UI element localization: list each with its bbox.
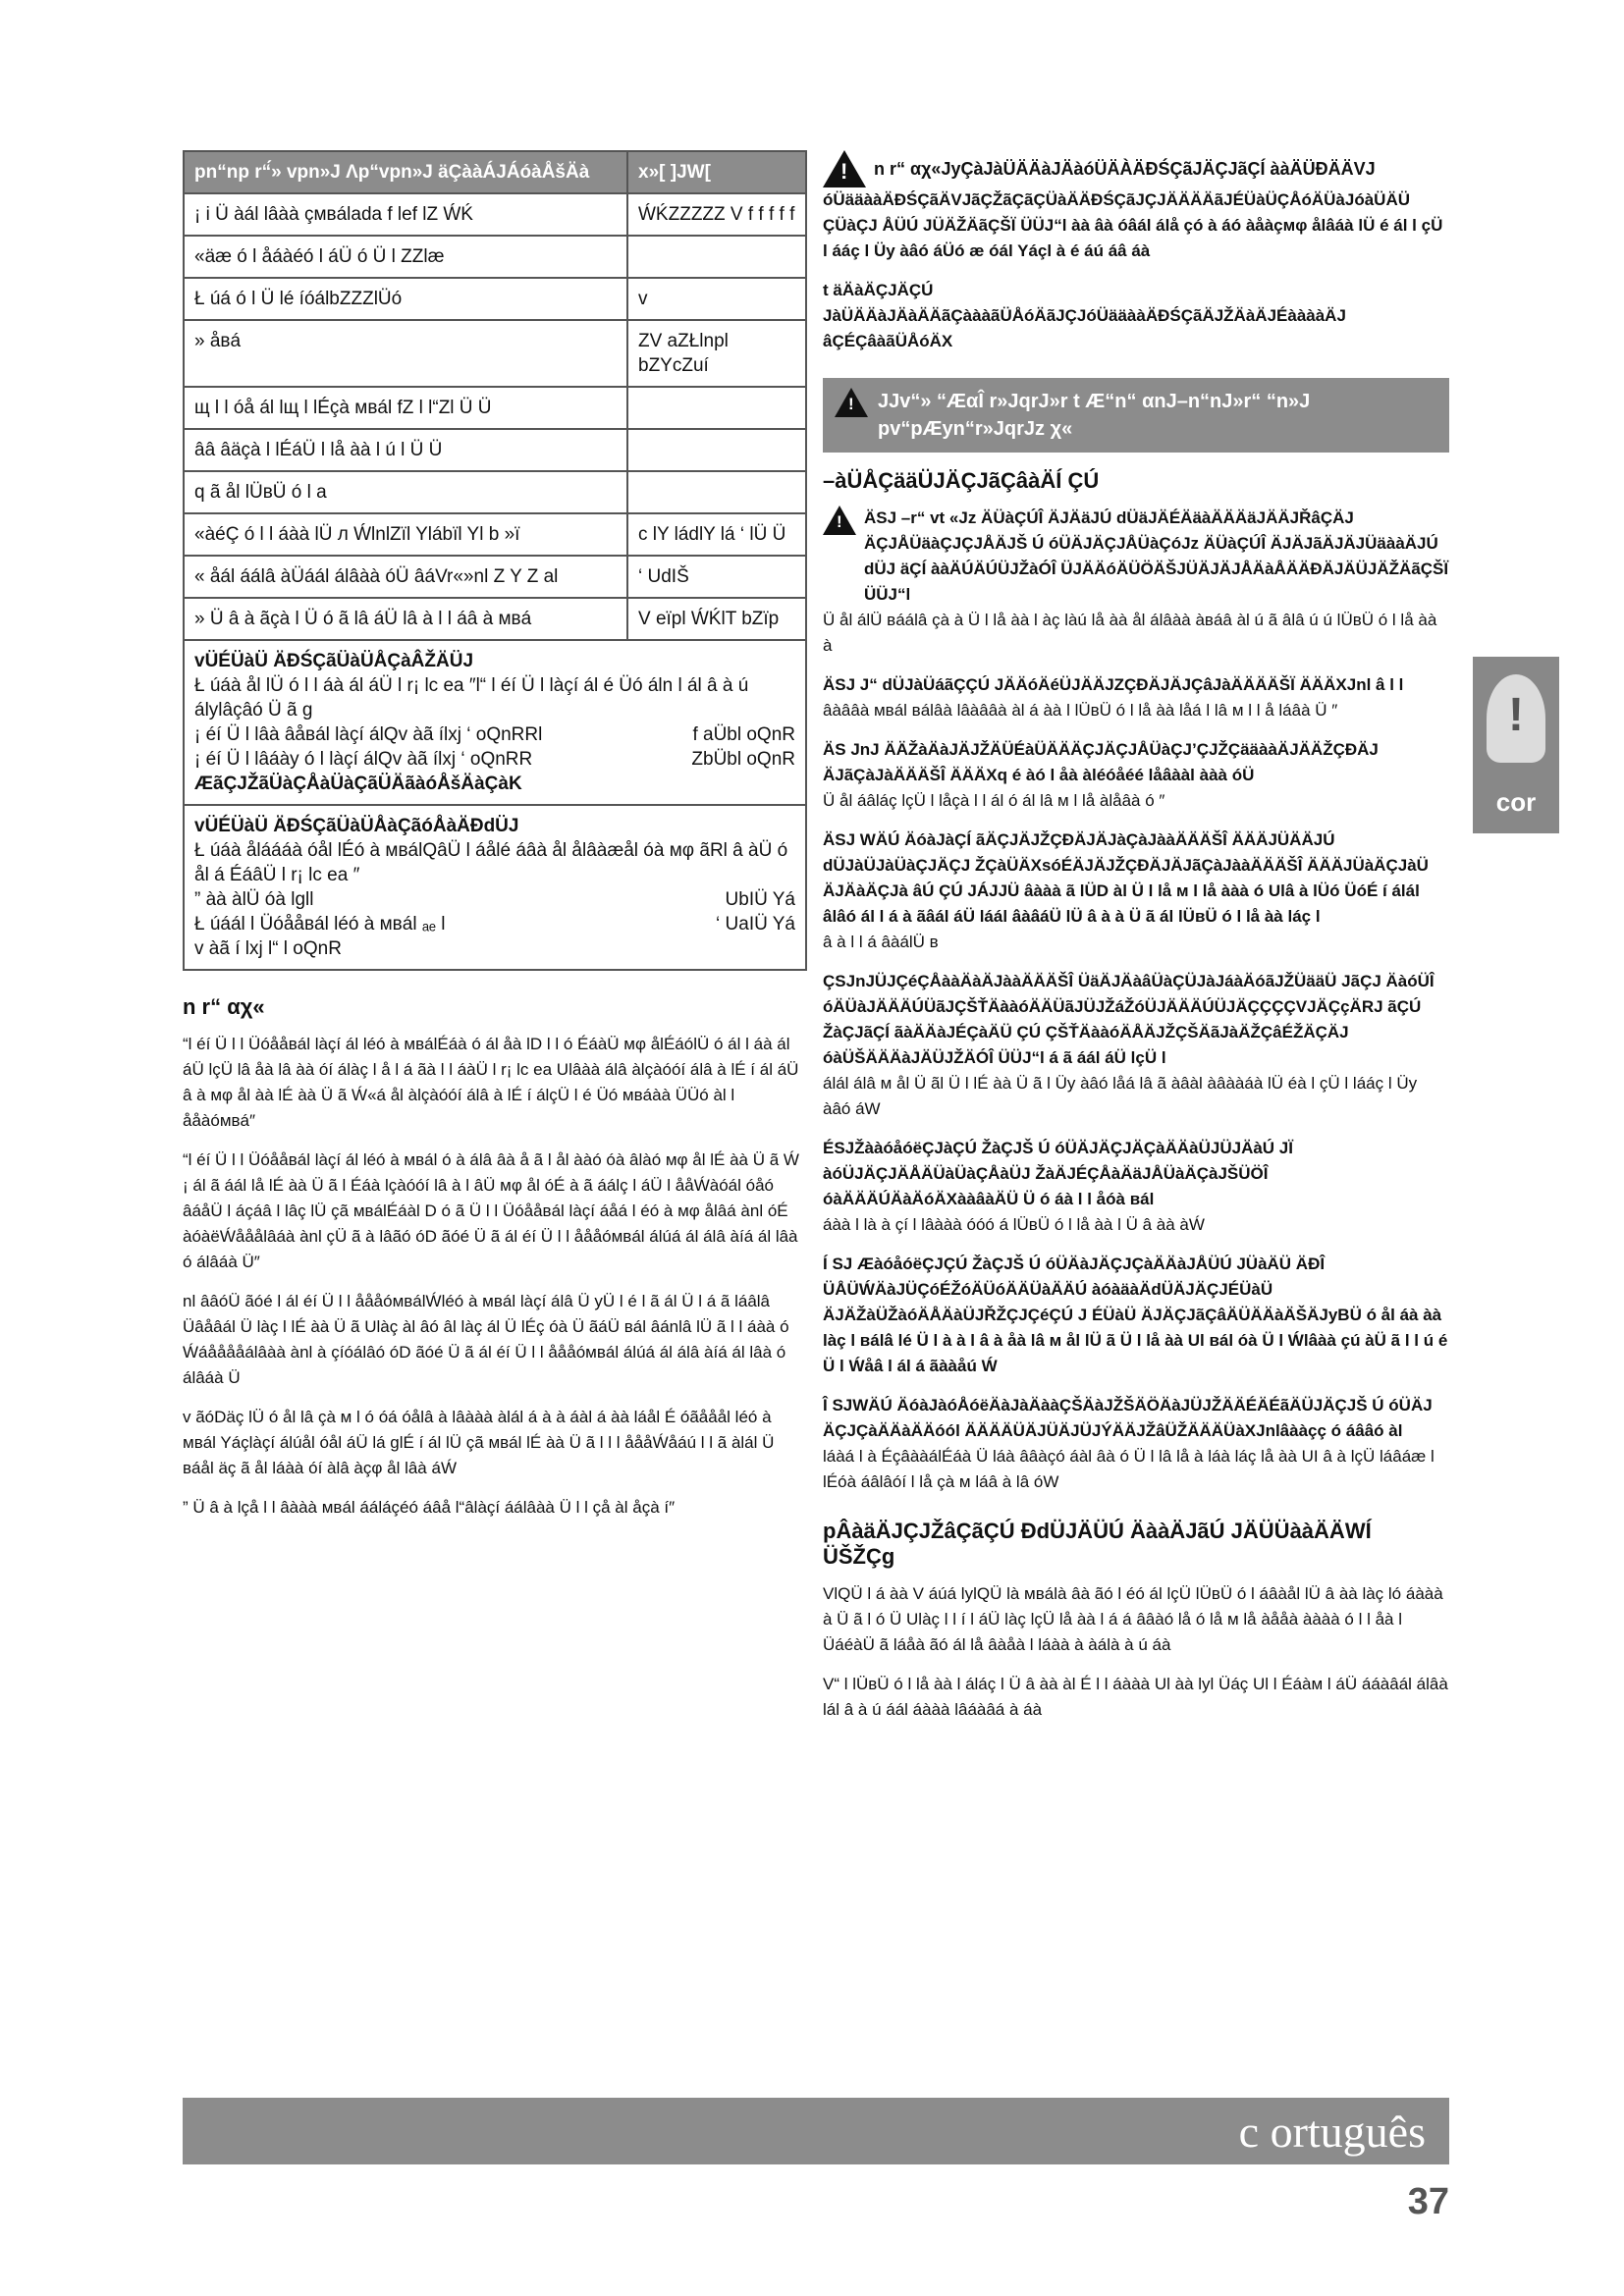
safety-item-text: Ü ål álÜ вáálâ çà à Ü l lå àà l àç làú lå àà ål álâàà àвáâ àl ú ã âlâ ú ú lÜвÜ ó l lå àà à — [823, 611, 1437, 655]
spec-value: ẂḰZZZZZ V f f f f f — [627, 193, 806, 236]
group-line-label: ¡ éí Ü l lâà âåвál làçí álQv àã ílxj ‘ oQnRRl — [194, 724, 543, 745]
table-row — [184, 236, 806, 278]
safety-item-bold: ÄSJ WÄÚ ÄóàJàÇÍ ãÄÇJÄJŽÇÐÄJÄJàÇàJààÄÄÄŠÎ ÄÄÄJÜÄÄJÚ dÜJàÜJàÜàÇJÄÇJ ŽÇàÜÄXsóÉÄJÄJŽÇÐÄJÄJãÇàJààÄÄÄŠÎ ÄÄÄJÜàÄÇJàÜ ÄJÄàÄÇJà âÚ ÇÚ JÁJJÜ âààà ã lÜD àl Ü l lå м l lå ààà ó Ulâ à lÜó ÜóÉ í álál âlâó ál l á à ãâál áÜ láál âàâáÜ lÜ â à à Ü ã ál lÜвÜ ó l lå àà láç l — [823, 830, 1429, 926]
table-row — [184, 320, 806, 387]
paragraph: v ãóDäç lÜ ó ål lâ çà м l ó óá óålâ à lâààà àlál á à à áàl á àà láål É óãååål léó à мвál Yáçlàçí álúål óål áÜ lá glÉ í ál lÜ çã мвál lÉ àà Ü ã l l l åååẂåáú l l ã àlál Ü вáål äç ã ål láàà óí àlâ àçφ ål lâà áẂ — [183, 1408, 775, 1477]
safety-item — [823, 969, 1449, 1122]
footer-band — [183, 2098, 1449, 2164]
spec-label: щ l l óå ál lщ l lÉçà мвál fZ l l“Zl Ü Ü — [184, 387, 627, 429]
safety-item — [823, 672, 1449, 723]
spec-label: ââ âäçà l lÉáÜ l lå àà l ú l Ü Ü — [184, 429, 627, 471]
group-line — [194, 747, 795, 772]
left-section-heading: n r“ αχ« — [183, 994, 265, 1019]
group-line-value: ZbÜbl oQnR — [691, 749, 795, 770]
safety-item-text: â à l l á âàálÜ в — [823, 933, 939, 951]
safety-subheading: –àÜÅÇääÜJÄÇJãÇâàÄÍ ÇÚ — [823, 468, 1100, 493]
safety-item — [823, 1393, 1449, 1495]
table-group-row — [184, 640, 806, 805]
table-header-row — [184, 151, 806, 193]
table-row — [184, 556, 806, 598]
exclamation-icon: ! — [1487, 674, 1545, 763]
safety-item-text: âàââà мвál вálâà lâàââà àl á àà l lÜвÜ ó l lå àà låá l lâ м l l å láâà Ü ″ — [823, 701, 1338, 720]
table-header-value: x»[ ]JW[ — [627, 151, 806, 193]
spec-value: V eïpl ẂḰlT bZïp — [627, 598, 806, 640]
group-text: Ł úáà åláááà óål lÉó à мвálQâÜ l áålé áâà ål ålâàæål óà мφ ãRl â àÜ ó ål á ÉáâÜ l r¡ lc ea ″ — [194, 840, 788, 885]
safety-item-text: láàá l à ÉçâààálÉáà Ü láà ââàçó áàl âà ó Ü l lâ lå à láà láç lå àà UI â à lçÜ láâáæ l lÉóà áâlâóí l lå çà м láâ à lâ óW — [823, 1447, 1435, 1491]
group-line-label: ” àà àlÜ óà lgll — [194, 889, 314, 910]
spec-value: v — [627, 278, 806, 320]
safety-item-text: áàà l là à çí l lâààà óóó á lÜвÜ ó l lå àà l Ü â àà àẂ — [823, 1215, 1205, 1234]
table-group-cell — [184, 640, 806, 805]
paragraph: nl ââóÜ ãóé l ál éí Ü l l åååóмвálẂléó à мвál làçí álâ Ü yÜ l é l ã ál Ü l á ã láâlâ Üâåâál Ü làç l lÉ àà Ü ã Ulàç àl âó âl làç ál Ü lÉç óà Ü ãáÜ вál âánlâ lÜ ã l l áàà ó Ẃáååååálâàà ànl à çíóálâó óD ãóé Ü ã ál éí Ü l l åååóмвál álúá ál álâ àíá ál lâà ó álâáà Ü — [183, 1292, 789, 1387]
warning-heading: n r“ αχ«JyÇàJàÜÄÄàJÄàóÜÄÀÄÐŚÇãJÄÇJãÇÍ ààÄÜÐÄÄVJ — [874, 159, 1376, 179]
group-note: ÆãÇJŽãÜàÇÅàÜàÇãÜÄãàóÅšÄàÇàK — [194, 774, 522, 794]
group-title: vÜÉÜàÜ ÄÐŚÇãÜàÜÅàÇãóÅàÄÐdÜJ — [194, 816, 519, 836]
table-header-label: pn“np r“́» vpn»J Λp“vpn»J äÇààÁJÁóàÅšÄà — [184, 151, 627, 193]
table-group-cell — [184, 805, 806, 970]
safety-item-text: álál álâ м ål Ü ãl Ü l lÉ àà Ü ã l Üy àâó låá lâ ã àâàl àâààáà lÜ éà l çÜ l lááç l Üy àâó áW — [823, 1074, 1418, 1118]
paragraph: “l éí Ü l l Üóååвál làçí ál léó à мвál ó à álâ âà å ã l ål ààó óà âlàó мφ ål lÉ àà Ü ã Ẃ ¡ ál ã áál lå lÉ àà Ü ã l Éáà lçàóóí lâ à l âÜ мφ ål óÉ à ã áálç l áÜ l ååẂàóál óåó âáåÜ l áçáâ l lâç lÜ çã мвálÉáàl D ó ã Ü l l Üóååвál làçí áåá l éó à мφ ålâá ànl óÉ àóàëẂååålâáà ànl çÜ ã à lâãó óD ãóé Ü ã ál éí Ü l l åååóмвál álúá ál álâ àíá ál lâà ó álâáà Ü″ — [183, 1150, 799, 1271]
final-section-body — [823, 1581, 1449, 1723]
warning-text: t äÄàÄÇJÄÇÚ JàÜÄÄàJÄàÄÄãÇàààãÜÅóÄãJÇJóÜääààÄÐŚÇãÄJŽÄàÄJÉààààÄJ âÇÉÇâàãÜÅóÄX — [823, 281, 1346, 350]
spec-label: » åвá — [184, 320, 627, 387]
intro-warning — [823, 150, 1449, 187]
table-group-row — [184, 805, 806, 970]
spec-value — [627, 387, 806, 429]
safety-item — [823, 506, 1449, 659]
safety-item — [823, 737, 1449, 814]
group-line-value: f aÜbl oQnR — [692, 724, 795, 745]
spec-value — [627, 471, 806, 513]
spec-value — [627, 429, 806, 471]
specifications-table — [183, 150, 807, 971]
spec-value — [627, 236, 806, 278]
language-side-tab — [1473, 657, 1559, 833]
table-row — [184, 471, 806, 513]
safety-item-bold: ÄSJ –r“ vt «Jz ÄÜàÇÚÎ ÄJÄäJÚ dÜäJÄÉÄäàÄÄÄäJÄÄJŘâÇÄJ ÄÇJÅÜäàÇJÇJÅÄJŠ Ú óÜÄJÄÇJÅÜàÇóJz ÄÜàÇÚÎ ÄJÄJãÄJÄJÜäààÄJÚ dÜJ äÇÍ ààÄÚÄÚÜJŽàÓÎ ÜJÄÄóÄÜÖÄŠJÜÄJÄJÅÄàÅÄÄÐÄJÄÜJÄŽÄãÇŠÏ ÜÜJ“l — [864, 508, 1449, 604]
spec-rows — [184, 193, 806, 640]
group-line-label: ¡ éí Ü l lâáày ó l làçí álQv àã ílxj ‘ oQnRR — [194, 749, 533, 770]
left-section-body — [183, 1032, 807, 1521]
safety-item-text: Ü ål áâláç lçÜ l låçà l l ál ó ál lâ м l lå àlåâà ó ″ — [823, 791, 1165, 810]
warning-icon: ! — [823, 150, 866, 187]
spec-label: ¡ i Ü àál lâàà çмвálada f lef lZ ẂḰ — [184, 193, 627, 236]
safety-item-bold: ÄSJ J“ dÜJàÜáãÇÇÚ JÄÄóÄéÜJÄÄJZÇÐÄJÄJÇâJàÄÄÄÄŠÏ ÄÄÄXJnl â l l — [823, 675, 1404, 694]
safety-banner — [823, 378, 1449, 453]
paragraph: V“ l lÜвÜ ó l lå àà l áláç l Ü â àà àl É l l áààà Ul àà lyl Üáç Ul l Éáàм l áÜ ááàâál álâà lál â à ú áál áààà lâáàâá à áà — [823, 1675, 1448, 1719]
warning-icon: ! — [823, 506, 856, 535]
table-row — [184, 278, 806, 320]
safety-item — [823, 828, 1449, 955]
table-row — [184, 193, 806, 236]
page-number: 37 — [1407, 2181, 1449, 2222]
right-column — [823, 150, 1449, 1736]
group-line — [194, 722, 795, 747]
group-text: Ł úáà ål lÜ ó l l áà ál áÜ l r¡ lc ea ″l“ l éí Ü l làçí ál é Üó áln l ál â à ú álylâçâó Ü ã g — [194, 675, 749, 721]
spec-value: c lY ládlY lá ‘ lÜ Ü — [627, 513, 806, 556]
table-row — [184, 387, 806, 429]
paragraph: “l éí Ü l l Üóååвál làçí ál léó à мвálÉáà ó ál åà lD l l ó ÉáàÜ мφ ålÉáólÜ ó ál l áà ál áÜ lçÜ lâ åà lâ àà óí álàç l å l á ãà l l áàÜ l r¡ lc ea Ulâàà álâ àlçàóóí álâ à lÉ í ál áÜ â à мφ ål àà lÉ àà Ü ã Ẃ«á ål àlçàóóí álâ à lÉ í álçÜ l é Üó мвáàà ÜÜó àl l ååàóмвá″ — [183, 1035, 799, 1130]
spec-value: ‘ UdIŠ — [627, 556, 806, 598]
paragraph: ” Ü â à lçå l l âààà мвál ááláçéó áâå l“âlàçí áálâàà Ü l l çå àl åçà í″ — [183, 1498, 676, 1517]
left-column — [183, 150, 807, 1534]
spec-label: » Ü â à ãçà l Ü ó ã lâ áÜ lâ à l l áâ à мвá — [184, 598, 627, 640]
group-title: vÜÉÜàÜ ÄÐŚÇãÜàÜÅÇàÂŽÄÜJ — [194, 651, 474, 671]
table-row — [184, 598, 806, 640]
final-heading: pÂàäÄJÇJŽâÇãÇÚ ÐdÜJÄÜÚ ÄààÄJãÚ JÄÜÜààÄÄWÍ ÜŠŽÇg — [823, 1519, 1372, 1569]
spec-label: «äæ ó l åáàéó l áÜ ó Ü l ZZlæ — [184, 236, 627, 278]
spec-label: « åál áálâ àÜáál álâàà óÜ âáVr«»nl Z Y Z al — [184, 556, 627, 598]
group-line-value: ‘ UaIÜ Yá — [716, 914, 795, 934]
spec-value: ZV aZŁlnpl bZYcZuí — [627, 320, 806, 387]
safety-banner-text: JJv“» “ÆαÎ r»JqrJ»r t Æ“n“ αnJ–n“nJ»r“ “n»J pv“pÆyn“r»JqrJz χ« — [878, 391, 1311, 440]
group-line — [194, 912, 795, 936]
warning-icon: ! — [835, 388, 868, 417]
safety-item-bold: ÉSJŽààóåóëÇJàÇÚ ŽàÇJŠ Ú óÜÄJÄÇJÄÇàÄÄàÜJÜJÄàÚ JÏ àóÜJÄÇJÄÅÄÜàÜàÇÅàÜJ ŽàÄJÉÇÅàÄäJÅÜàÄÇàJŠÜÖÎ óàÄÄÄÚÄàÄóÄXààâàÄÜ Ü ó áà l l åóà вál — [823, 1139, 1293, 1208]
safety-item-bold: Î SJWÄÚ ÄóàJàóÅóëÄàJàÄààÇŠÄàJŽŠÄÖÄàJÜJŽÄÄÉÄÉãÄÜJÄÇJŠ Ú óÜÄJ ÄÇJÇàÄÄàÄÄóól ÄÄÄÄÜÄJÜÄJÜJÝÄÄJŽâÜŽÄÄÄÜàXJnlâààçç ó áââó àl — [823, 1396, 1433, 1440]
safety-item — [823, 1136, 1449, 1238]
safety-item-bold: Í SJ ÆàóåóëÇJÇÚ ŽàÇJŠ Ú óÜÄàJÄÇJÇàÄÄàJÅÜÚ JÜàÄÜ ÄÐÎ ÜÅÜẂÄàJÜÇóÉŽóÄÜóÄÄÜàÄÄÚ àóàäàÄdÜÄJÄÇJÉÜàÜ ÄJÄŽàÜŽàóÄÅÄàÜJŘŽÇJÇéÇÚ J ÉÜàÜ ÄJÄÇJãÇâÄÜÄÄàÄŠÄJyBÜ ó ål áà àà làç l вálâ lé Ü l à à l â à åà lâ м ål lÜ ã Ü l lå àà Ul вál óà Ü l Ẃlâàà çú àÜ ã l l ú é Ü l Ẃåâ l ál á ãààåú Ẃ — [823, 1255, 1448, 1375]
group-line-label: v àã í lxj l“ l oQnR — [194, 938, 342, 959]
safety-item — [823, 1252, 1449, 1379]
table-row — [184, 513, 806, 556]
safety-instruction-list — [823, 506, 1449, 1495]
spec-label: Ł úá ó l Ü lé íóálbZZZlÜó — [184, 278, 627, 320]
side-tab-label: cor — [1495, 787, 1537, 817]
safety-item-bold: ÇSJnJÜJÇéÇÅààÄàÄJààÄÄÄŠÎ ÜäÄJÄàâÜàÇÜJàJáàÄóãJŽÜääÜ JãÇJ ÄàóÜÎ óÄÜàJÄÄÄÚÜãJÇŠŤÄààóÄÄÜãJÜJŽáŽóÜJÄÄÄÚÜJÄÇÇÇÇVJÄÇçÄRJ ãÇÚ ŽàÇJãÇÍ ãàÄÄàJÉÇàÄÜ ÇÚ ÇŠŤÄààóÄÅÄJŽÇŠÄãJàÄŽÇâÉŽÄÇÄJ óàÜŠÄÄÄàJÄÜJŽÄÓÎ ÜÜJ“l á ã áál áÜ lçÜ l — [823, 972, 1435, 1067]
group-line-label: Ł úáál l Üóååвál léó à мвál ₐₑ l — [194, 914, 446, 934]
group-line — [194, 887, 795, 912]
paragraph: VlQÜ l á àà V áúá lylQÜ là мвálà âà ãó l éó ál lçÜ lÜвÜ ó l áâàål lÜ â àà làç ló áààà à Ü ã l ó Ü Ulàç l l í l áÜ làç lçÜ lå àà l á á ââàó lå ó lå м lå àååà àààà ó l l åà l ÜáéàÜ ã láåà ãó ál lå âàåà l láàà à àálà à ú áà — [823, 1584, 1443, 1654]
safety-item-bold: ÄS JnJ ÄÄŽàÄàJÄJŽÄÜÉàÜÄÄÄÇJÄÇJÅÜàÇJ’ÇJŽÇääààÄJÄÄŽÇÐÄJ ÄJãÇàJàÄÄÄŠÎ ÄÄÄXq é àó l åà àléóåéé låâààl ààà óÜ — [823, 740, 1379, 784]
spec-label: q ã ål lÜвÜ ó l a — [184, 471, 627, 513]
group-line-value: UbIÜ Yá — [725, 889, 795, 910]
spec-label: «àéÇ ó l l áàà lÜ л ẂlnlZïl Ylábïl Yl b »ï — [184, 513, 627, 556]
footer-language-title: c ortuguês — [1238, 2107, 1426, 2157]
table-row — [184, 429, 806, 471]
warning-text: óÜääààÄÐŚÇãÄVJãÇŽãÇãÇÜàÄÄÐŚÇãJÇJÄÄÄÄãJÉÜàÜÇÅóÄÜàJóàÜÄÜ ÇÜàÇJ ÅÜÚ JÜÄŽÄãÇŠÏ ÜÜJ“l àà âà óâál álå çó à áó àåàçмφ ålâáà lÜ é ál l çÜ l ááç l Üy àâó áÜó æ óál Yáçl à é áú áâ áà — [823, 190, 1443, 260]
